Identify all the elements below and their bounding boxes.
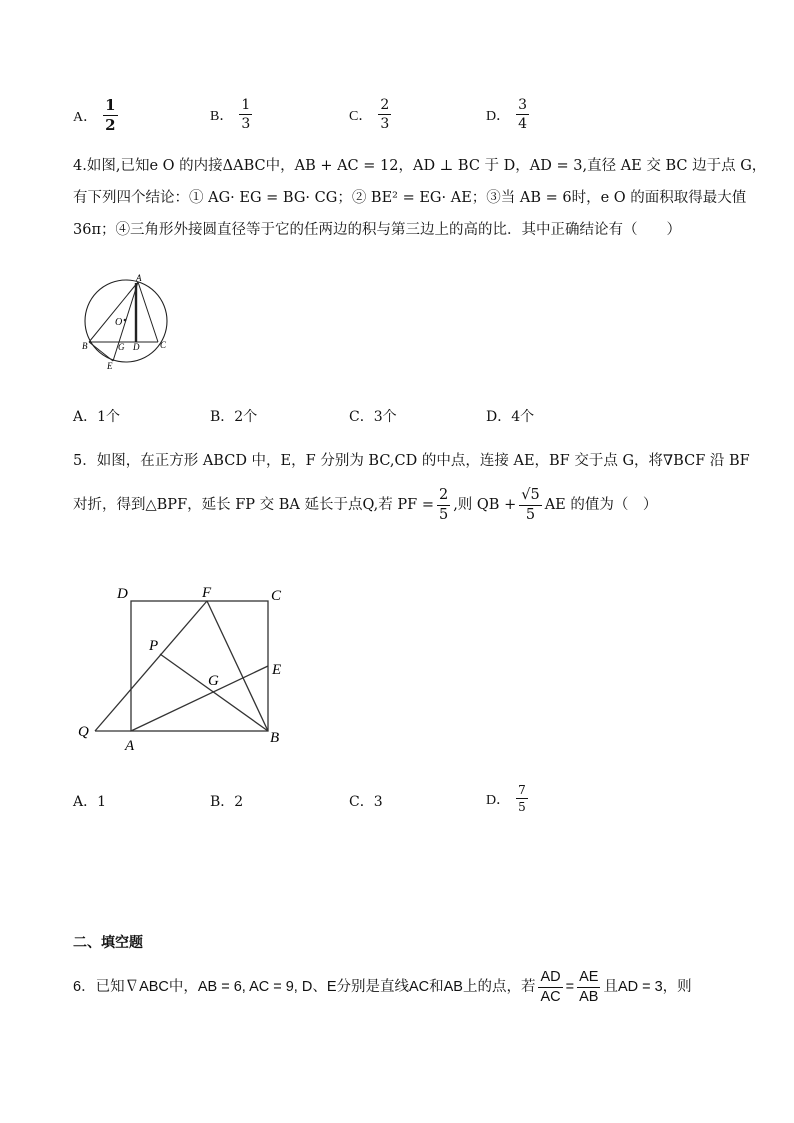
fraction: $\frac{1}{3}$ [241, 97, 251, 132]
coefficient-fraction: $\frac{√5}{5}$ [521, 487, 540, 523]
center-point [124, 319, 127, 322]
fraction: $\frac{3}{4}$ [518, 97, 528, 132]
q5-stem-line1: 5．如图，在正方形 ABCD 中，E，F 分别为 BC,CD 的中点，连接 AE，BF 交于点 G，将∇BCF 沿 BF [73, 453, 750, 469]
label-q: Q [78, 724, 89, 740]
q5-option-c[interactable]: C．3 [349, 794, 383, 810]
q4-circle-figure [78, 272, 178, 372]
segment-ac [138, 282, 158, 342]
fraction: $\frac{2}{3}$ [380, 97, 390, 132]
label-e: E [272, 662, 282, 678]
q5-stem-line2 [73, 488, 733, 522]
label-f: F [202, 585, 212, 601]
segment-ae [131, 666, 268, 731]
fraction: $\frac{7}{5}$ [518, 783, 526, 814]
label-d: D [133, 342, 140, 352]
q3-option-d[interactable] [486, 98, 529, 131]
label-b: B [82, 341, 88, 351]
pf-fraction: $\frac{2}{5}$ [438, 487, 449, 523]
q5-stem-text-b: ,则 QB + [453, 497, 517, 513]
option-label: D． [486, 792, 511, 808]
option-label: B． [210, 108, 234, 124]
option-label: A． [73, 109, 98, 125]
option-label: D． [486, 108, 511, 124]
q4-option-d[interactable]: D．4个 [486, 409, 535, 425]
q4-option-c[interactable]: C．3个 [349, 409, 397, 425]
equals-sign: = [565, 979, 575, 995]
label-d: D [117, 586, 128, 602]
option-label: C． [349, 108, 373, 124]
segment-fb [207, 601, 268, 731]
q6-stem-text-b: 且AD = 3，则 [603, 979, 692, 995]
label-o: O [115, 317, 123, 328]
ad-ac-fraction: $\frac{AD}{AC}$ [540, 969, 561, 1005]
ae-ab-fraction: $\frac{AE}{AB}$ [579, 969, 599, 1005]
q4-stem-line1: 4.如图,已知e O 的内接ΔABC中，AB + AC = 12，AD ⊥ BC 于 D，AD = 3,直径 AE 交 BC 边于点 G， [73, 158, 767, 174]
label-c: C [160, 340, 167, 350]
q6-stem-text-a: 6．已知∇ABC中，AB = 6, AC = 9, D、E分别是直线AC和AB上的点，若 [73, 979, 536, 995]
q5-square-figure [74, 580, 294, 755]
segment-ab [89, 282, 138, 342]
q5-stem-text-c: AE 的值为（ ） [544, 497, 658, 513]
q4-option-b[interactable]: B．2个 [210, 409, 258, 425]
label-c: C [271, 588, 282, 604]
segment-be [89, 342, 113, 361]
segment-pb [160, 654, 268, 731]
q3-option-b[interactable] [210, 98, 252, 131]
q4-stem-line3: 36π；④三角形外接圆直径等于它的任两边的积与第三边上的高的比．其中正确结论有（ ） [73, 222, 681, 238]
q6-stem [73, 970, 733, 1004]
q4-option-a[interactable]: A．1个 [73, 409, 121, 425]
label-a: A [125, 738, 135, 754]
q5-option-a[interactable]: A．1 [73, 794, 107, 810]
q3-option-c[interactable] [349, 98, 391, 131]
label-e: E [107, 361, 113, 371]
section-title: 二、填空题 [73, 935, 143, 951]
fraction: $\frac{1}{2}$ [105, 96, 116, 134]
label-b: B [270, 730, 280, 746]
label-g: G [118, 342, 125, 352]
q3-option-a[interactable] [73, 98, 118, 133]
label-p: P [149, 638, 159, 654]
label-a: A [136, 273, 142, 283]
q5-option-d[interactable] [486, 784, 528, 813]
q5-stem-text-a: 对折，得到△BPF，延长 FP 交 BA 延长于点Q,若 PF = [73, 497, 434, 513]
segment-qf [95, 601, 207, 731]
q4-stem-line2: 有下列四个结论：① AG· EG = BG· CG；② BE² = EG· AE；③当 AB = 6时，e O 的面积取得最大值 [73, 190, 747, 206]
q5-option-b[interactable]: B．2 [210, 794, 244, 810]
label-g: G [208, 673, 219, 689]
